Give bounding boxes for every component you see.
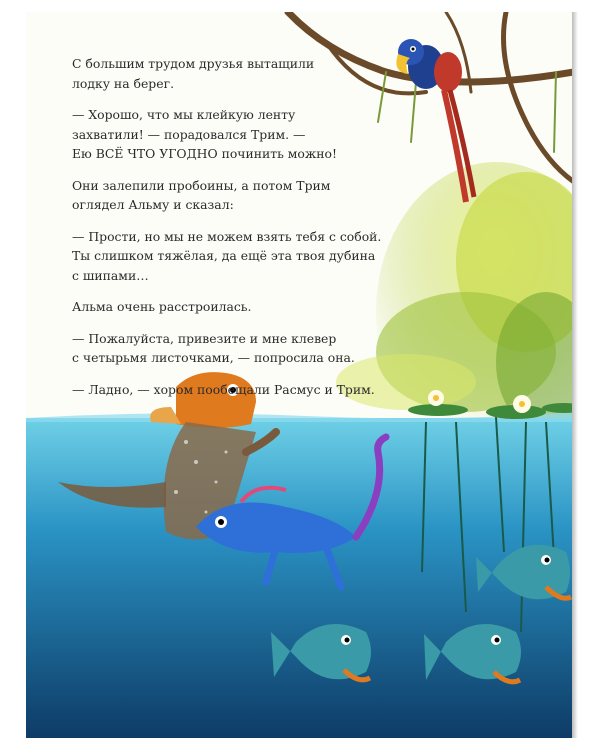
paragraph: С большим трудом друзья вытащили лодку на берег.	[72, 56, 315, 91]
book-page	[26, 12, 574, 738]
paragraph: — Хорошо, что мы клейкую ленту захватили! — порадовался Трим. — Ею ВСЁ ЧТО УГОДНО починить можно!	[72, 107, 337, 161]
paragraph: — Прости, но мы не можем взять тебя с собой. Ты слишком тяжёлая, да ещё эта твоя дубина с шипами…	[72, 228, 382, 283]
paragraph: — Ладно, — хором пообещали Расмус и Трим.	[72, 381, 375, 397]
page-edge	[572, 12, 578, 738]
paragraph: Они залепили пробоины, а потом Трим оглядел Альму и сказал:	[72, 177, 331, 212]
paragraph: — Пожалуйста, привезите и мне клевер с четырьмя листочками, — попросила она.	[72, 330, 355, 365]
story-text	[72, 54, 412, 411]
water	[26, 418, 574, 738]
paragraph: Альма очень расстроилась.	[72, 299, 252, 314]
